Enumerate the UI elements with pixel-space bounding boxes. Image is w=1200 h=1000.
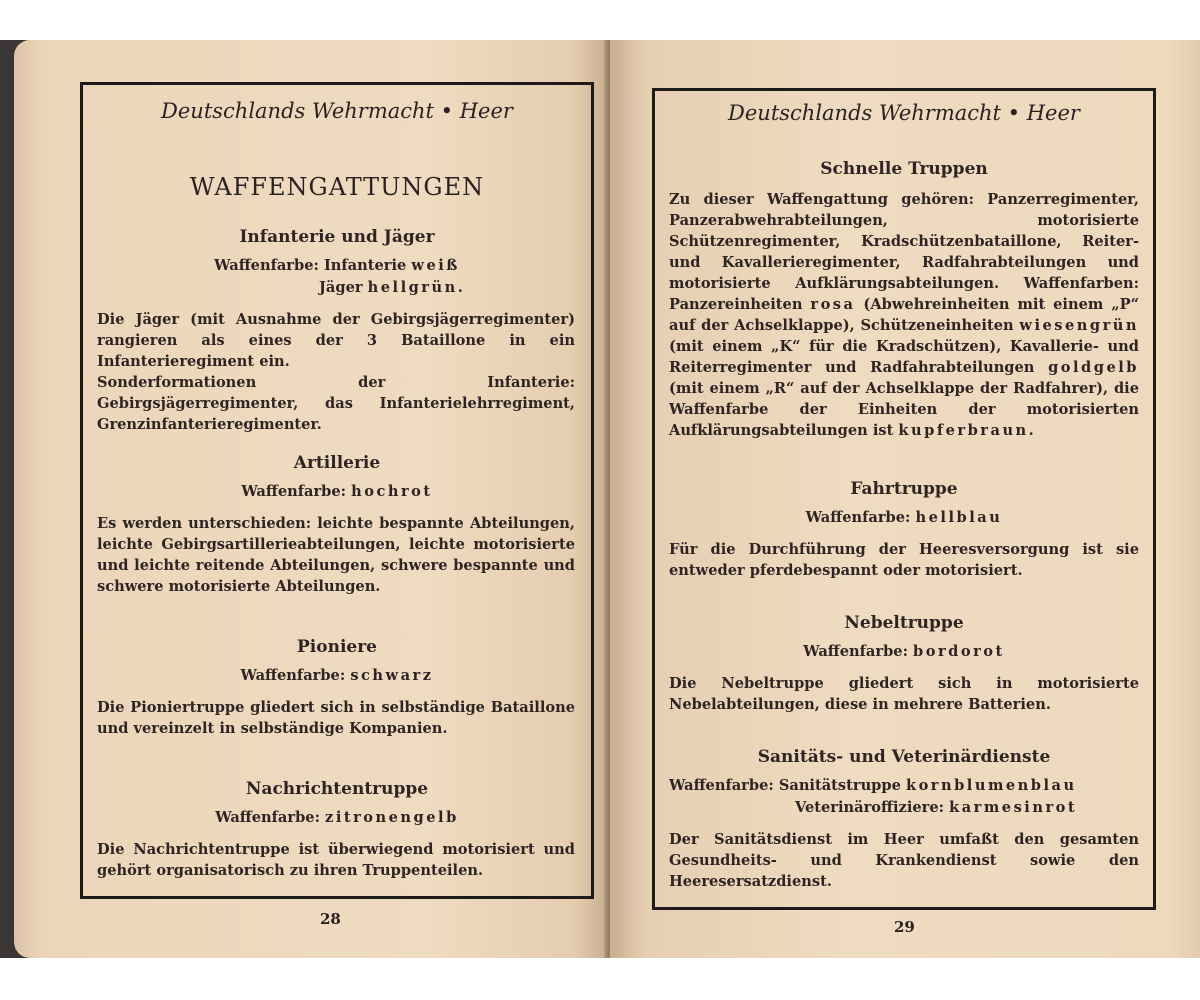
page-frame-left xyxy=(80,82,594,899)
color-line-pioniere xyxy=(83,667,591,684)
color-value: zitronengelb xyxy=(325,809,459,826)
color-value: weiß xyxy=(411,257,460,274)
color-line-artillerie xyxy=(83,483,591,500)
color-line-nebeltruppe xyxy=(655,643,1153,660)
color-line-sanitaet xyxy=(669,777,1077,794)
text-run: Zu dieser Waffengattung gehören: Panzerregimenter, Panzerabwehrabteilungen, motorisierte Schützenregimenter, Kradschützenbataillone, Reiter- und Kavallerieregimenter, Radfahrabteilungen und motorisierte Aufklärungsabteilungen. Waffenfarben: Panzereinheiten xyxy=(669,191,1139,313)
color-line-fahrtruppe xyxy=(655,509,1153,526)
color-prefix: Waffenfarbe: xyxy=(215,809,326,826)
paragraph-nebeltruppe: Die Nebeltruppe gliedert sich in motorisierte Nebelabteilungen, diese in mehrere Batterien. xyxy=(669,675,1139,713)
paragraph-fahrtruppe: Für die Durchführung der Heeresversorgung ist sie entweder pferdebespannt oder motorisiert. xyxy=(669,541,1139,579)
color-prefix: Waffenfarbe: xyxy=(805,509,916,526)
color-value: goldgelb xyxy=(1048,359,1139,376)
book-spread xyxy=(0,40,1200,958)
paragraph-nachrichten: Die Nachrichtentruppe ist überwiegend motorisiert und gehört organisatorisch zu ihren Truppenteilen. xyxy=(97,841,575,879)
page-header: Deutschlands Wehrmacht • Heer xyxy=(728,101,1080,125)
text-run: (Abwehreinheiten mit einem „P“ auf der Achselklappe), Schützeneinheiten xyxy=(669,296,1139,334)
color-prefix: Waffenfarbe: xyxy=(241,483,352,500)
color-value: wiesengrün xyxy=(1019,317,1139,334)
color-line-veterinaer xyxy=(795,799,1077,816)
paragraph-infanterie-1: Die Jäger (mit Ausnahme der Gebirgsjägerregimenter) rangieren als eines der 3 Bataillone in ein Infanterieregiment ein. xyxy=(97,311,575,370)
paragraph-sanitaet: Der Sanitätsdienst im Heer umfaßt den gesamten Gesundheits- und Krankendienst sowie den Heeresersatzdienst. xyxy=(669,831,1139,890)
page-right xyxy=(610,40,1200,958)
page-title: WAFFENGATTUNGEN xyxy=(189,173,485,201)
section-title-pioniere: Pioniere xyxy=(297,637,377,657)
paragraph-artillerie: Es werden unterschieden: leichte bespannte Abteilungen, leichte Gebirgsartillerieabteilungen, leichte motorisierte und leichte reitende Abteilungen, schwere bespannte und schwere motorisierte Abteilungen. xyxy=(97,515,575,595)
color-value: bordorot xyxy=(913,643,1005,660)
section-title-sanitaet: Sanitäts- und Veterinärdienste xyxy=(757,747,1051,767)
text-run: (mit einem „R“ auf der Achselklappe der Radfahrer), die Waffenfarbe der Einheiten der motorisierten Aufklärungsabteilungen ist xyxy=(669,380,1139,439)
page-number: 28 xyxy=(320,910,341,928)
section-title-schnelle-truppen: Schnelle Truppen xyxy=(820,159,988,179)
color-prefix: Waffenfarbe: Sanitätstruppe xyxy=(669,777,906,794)
page-frame-right xyxy=(652,88,1156,910)
color-prefix: Waffenfarbe: xyxy=(803,643,914,660)
color-value: karmesinrot xyxy=(949,799,1078,816)
color-prefix: Waffenfarbe: xyxy=(240,667,351,684)
color-value: hellgrün. xyxy=(367,279,466,296)
paragraph-schnelle-truppen xyxy=(669,189,1139,441)
section-title-artillerie: Artillerie xyxy=(293,453,381,473)
section-title-fahrtruppe: Fahrtruppe xyxy=(850,479,958,499)
color-line-infanterie xyxy=(83,257,591,274)
color-value: hellblau xyxy=(915,509,1003,526)
color-prefix: Waffenfarbe: Infanterie xyxy=(214,257,412,274)
color-value: schwarz xyxy=(350,667,434,684)
color-value: kupferbraun. xyxy=(898,422,1037,439)
page-left xyxy=(14,40,608,958)
page-header: Deutschlands Wehrmacht • Heer xyxy=(161,99,513,123)
color-value: rosa xyxy=(810,296,856,313)
color-prefix: Jäger xyxy=(319,279,368,296)
color-line-nachrichten xyxy=(83,809,591,826)
page-number: 29 xyxy=(894,918,915,936)
section-title-nachrichten: Nachrichtentruppe xyxy=(245,779,429,799)
section-title-infanterie: Infanterie und Jäger xyxy=(239,227,435,247)
color-line-jaeger xyxy=(319,279,465,296)
color-value: kornblumenblau xyxy=(905,777,1077,794)
paragraph-pioniere: Die Pioniertruppe gliedert sich in selbständige Bataillone und vereinzelt in selbständige Kompanien. xyxy=(97,699,575,737)
text-run: (mit einem „K“ für die Kradschützen), Kavallerie- und Reiterregimenter und Radfahrabteilungen xyxy=(669,338,1139,376)
paragraph-infanterie-2: Sonderformationen der Infanterie: Gebirgsjägerregimenter, das Infanterielehrregiment, Grenzinfanterieregimenter. xyxy=(97,374,575,433)
color-prefix: Veterinäroffiziere: xyxy=(795,799,950,816)
section-title-nebeltruppe: Nebeltruppe xyxy=(844,613,964,633)
color-value: hochrot xyxy=(351,483,433,500)
